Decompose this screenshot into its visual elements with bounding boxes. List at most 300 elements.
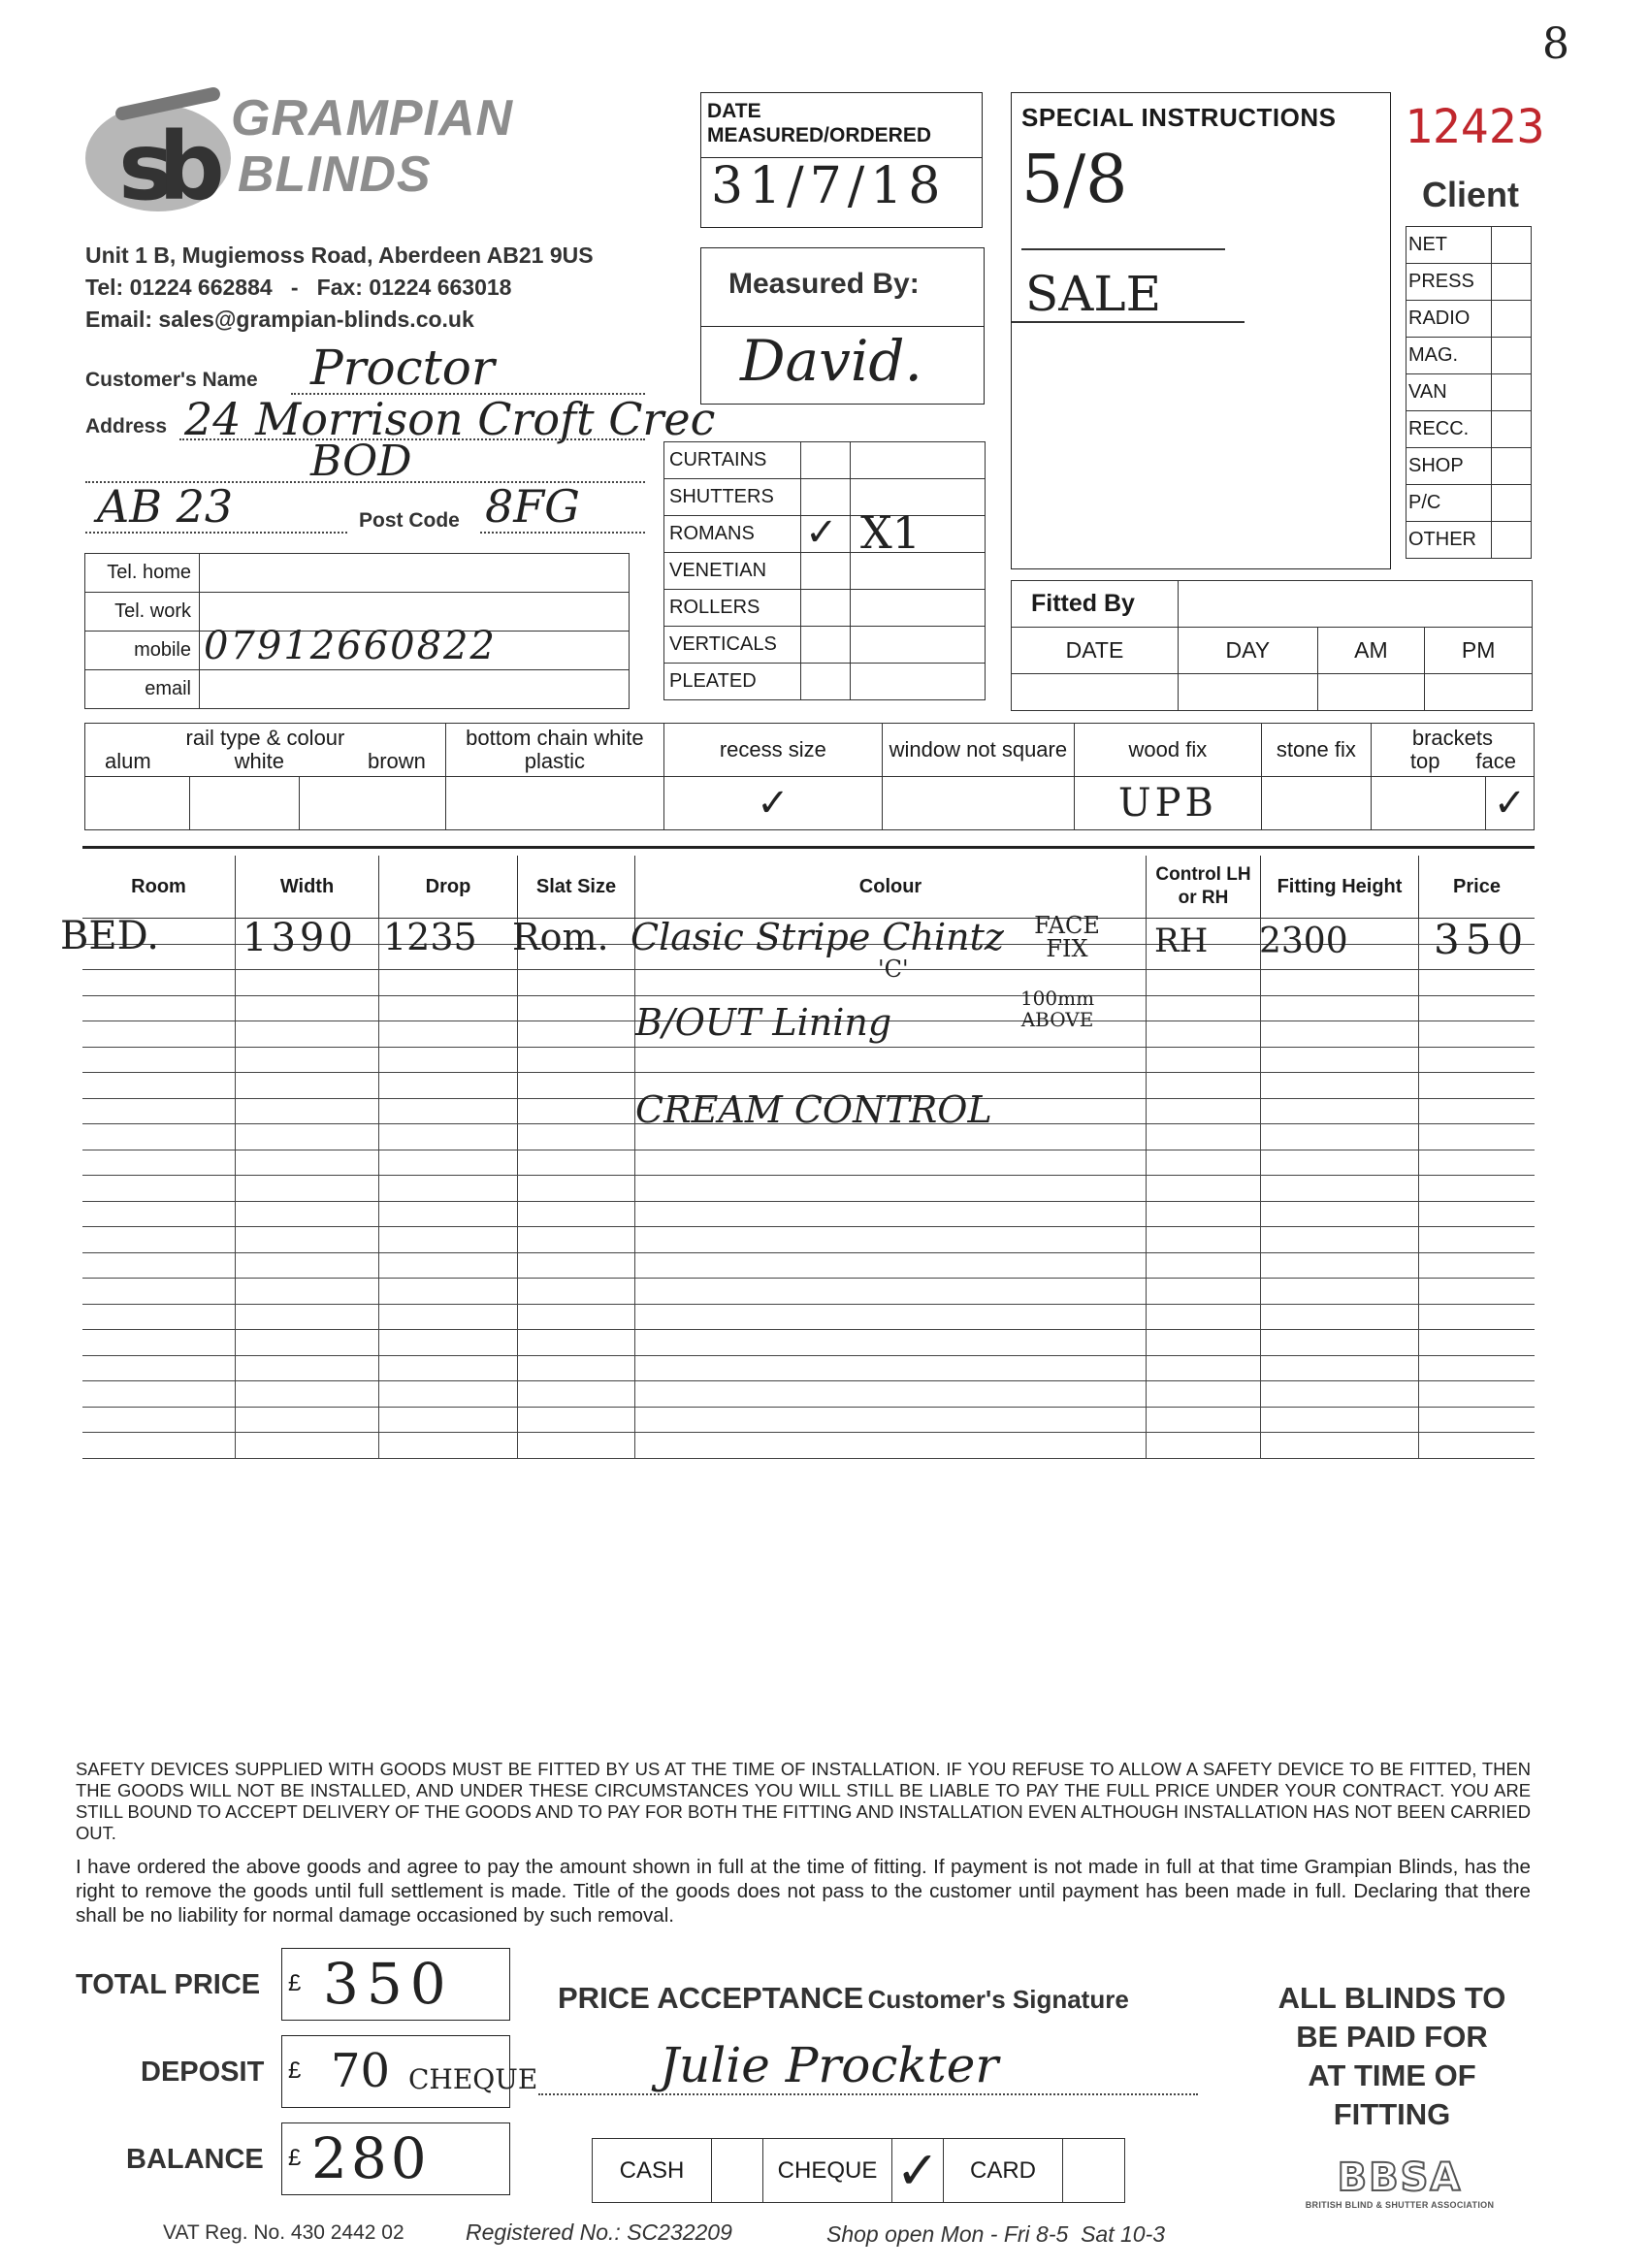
table-row: [82, 1330, 1535, 1356]
table-cell[interactable]: [236, 1176, 379, 1202]
table-cell[interactable]: [518, 1304, 635, 1330]
address-label: Address: [85, 415, 168, 437]
table-row: [82, 1304, 1535, 1330]
table-cell[interactable]: [1147, 1381, 1261, 1408]
postcode-value[interactable]: 8FG: [485, 480, 580, 533]
table-cell[interactable]: [518, 1252, 635, 1279]
table-cell[interactable]: [1419, 1047, 1536, 1073]
table-cell[interactable]: [1419, 1021, 1536, 1048]
table-cell[interactable]: [82, 1304, 236, 1330]
client-net: NET: [1406, 227, 1492, 264]
client-radio-check[interactable]: [1492, 301, 1532, 338]
payment-card-check[interactable]: [1063, 2139, 1125, 2203]
row1-fitting-height[interactable]: 2300: [1259, 922, 1348, 961]
table-cell[interactable]: [236, 1433, 379, 1459]
total-price-label: TOTAL PRICE: [76, 1969, 261, 2000]
table-cell[interactable]: [236, 1073, 379, 1099]
table-cell[interactable]: [635, 1304, 1147, 1330]
tel-home-field[interactable]: [200, 554, 630, 593]
table-cell[interactable]: [635, 1433, 1147, 1459]
row1-fix-note1: FACE FIX: [1034, 912, 1100, 962]
price-acceptance: [558, 1981, 1129, 2016]
table-cell[interactable]: [635, 1150, 1147, 1176]
table-cell[interactable]: [1261, 1252, 1419, 1279]
table-cell[interactable]: [1261, 995, 1419, 1021]
email-label: email: [85, 670, 200, 709]
table-cell[interactable]: [1419, 1124, 1536, 1150]
row1-drop[interactable]: 1235: [383, 916, 477, 958]
table-cell[interactable]: [635, 1355, 1147, 1381]
special-instructions-line2[interactable]: SALE: [1025, 266, 1162, 322]
table-cell[interactable]: [82, 1227, 236, 1253]
brackets-face-field[interactable]: ✓: [1485, 777, 1534, 830]
table-cell[interactable]: [379, 1073, 518, 1099]
fitted-by-table: [1011, 580, 1533, 711]
rail-brown-field[interactable]: [300, 777, 446, 830]
table-cell[interactable]: [1147, 1098, 1261, 1124]
table-cell[interactable]: [82, 1098, 236, 1124]
type-rollers: ROLLERS: [664, 590, 801, 627]
table-cell[interactable]: [379, 1433, 518, 1459]
table-cell[interactable]: [635, 1201, 1147, 1227]
table-cell[interactable]: [82, 1279, 236, 1305]
table-cell[interactable]: [635, 1279, 1147, 1305]
window-not-square-field[interactable]: [882, 777, 1074, 830]
table-cell[interactable]: [236, 1355, 379, 1381]
table-cell[interactable]: [1261, 1098, 1419, 1124]
balance-currency: £: [288, 2145, 302, 2171]
brackets-top-field[interactable]: [1371, 777, 1485, 830]
table-cell[interactable]: [1419, 1355, 1536, 1381]
recess-size-label: recess size: [663, 724, 882, 777]
type-romans: ROMANS: [664, 516, 801, 553]
date-label: DATE MEASURED/ORDERED: [707, 100, 932, 146]
client-van-check[interactable]: [1492, 374, 1532, 411]
table-cell[interactable]: [82, 1201, 236, 1227]
fitted-day-label: DAY: [1179, 628, 1318, 674]
measured-by-value[interactable]: David.: [740, 328, 922, 394]
table-row: [82, 1176, 1535, 1202]
table-cell[interactable]: [236, 1304, 379, 1330]
fitted-pm-field[interactable]: [1425, 674, 1533, 711]
table-cell[interactable]: [518, 1124, 635, 1150]
deposit-note: CHEQUE: [408, 2063, 538, 2095]
table-cell[interactable]: [379, 1124, 518, 1150]
notice-line1: ALL BLINDS TO: [1277, 1981, 1506, 2015]
table-cell[interactable]: [1419, 1150, 1536, 1176]
rail-type-label: rail type & colour: [185, 726, 345, 750]
table-cell[interactable]: [1261, 1279, 1419, 1305]
special-instructions-line1[interactable]: 5/8: [1021, 142, 1128, 218]
table-row: [82, 1355, 1535, 1381]
table-cell[interactable]: [1261, 1073, 1419, 1099]
table-cell[interactable]: [635, 1407, 1147, 1433]
company-address: Unit 1 B, Mugiemoss Road, Aberdeen AB21 9US: [85, 243, 594, 268]
client-other-check[interactable]: [1492, 522, 1532, 559]
table-cell[interactable]: [82, 1407, 236, 1433]
table-cell[interactable]: [1419, 1304, 1536, 1330]
table-cell[interactable]: [82, 1021, 236, 1048]
rail-brown-label: brown: [367, 749, 426, 773]
table-cell[interactable]: [1261, 1201, 1419, 1227]
client-shop-check[interactable]: [1492, 448, 1532, 485]
table-cell[interactable]: [635, 1330, 1147, 1356]
fitted-am-field[interactable]: [1317, 674, 1425, 711]
table-cell[interactable]: [236, 1279, 379, 1305]
table-row: [82, 1047, 1535, 1073]
order-number: 12423: [1405, 100, 1545, 154]
table-cell[interactable]: [1147, 1407, 1261, 1433]
deposit-currency: £: [288, 2057, 302, 2084]
table-cell[interactable]: [236, 1124, 379, 1150]
table-cell[interactable]: [236, 970, 379, 996]
table-cell[interactable]: [236, 1381, 379, 1408]
date-box: [700, 92, 983, 228]
table-cell[interactable]: [1419, 1073, 1536, 1099]
payment-card-label: CARD: [944, 2139, 1063, 2203]
type-verticals-qty[interactable]: [851, 627, 986, 664]
special-instructions-box: [1011, 92, 1391, 569]
signature-label: Customer's Signature: [867, 1985, 1129, 2014]
email-field[interactable]: [200, 670, 630, 709]
table-row: [82, 1252, 1535, 1279]
table-cell[interactable]: [1419, 1252, 1536, 1279]
safety-text: SAFETY DEVICES SUPPLIED WITH GOODS MUST BE FITTED BY US AT THE TIME OF INSTALLATION. IF YOU REFUSE TO ALLOW A SAFETY DEVICE TO BE FITTED, THEN THE GOODS WILL NOT BE INSTALLED, AND UNDER THESE CIRCUMSTANCES YOU WILL STILL BE LIABLE TO PAY THE FULL PRICE UNDER YOUR CONTRACT. YOU ARE STILL BOUND TO ACCEPT DELIVERY OF THE GOODS AND TO PAY FOR BOTH THE FITTING AND INSTALLATION EVEN ALTHOUGH INSTALLATION HAS NOT BEEN CARRIED OUT.: [76, 1759, 1531, 1843]
table-cell[interactable]: [379, 1304, 518, 1330]
spec-table: [84, 723, 1535, 830]
table-cell[interactable]: [518, 1279, 635, 1305]
table-cell[interactable]: [1261, 1381, 1419, 1408]
table-row: [82, 1407, 1535, 1433]
table-cell[interactable]: [82, 1355, 236, 1381]
table-cell[interactable]: [518, 1330, 635, 1356]
romans-qty-value: X1: [860, 506, 922, 559]
client-radio: RADIO: [1406, 301, 1492, 338]
type-pleated-check[interactable]: [801, 664, 851, 700]
table-cell[interactable]: [1147, 1124, 1261, 1150]
table-cell[interactable]: [236, 1098, 379, 1124]
table-cell[interactable]: [1261, 1304, 1419, 1330]
col-slat-size: Slat Size: [518, 856, 635, 919]
balance-value: 280: [311, 2125, 431, 2191]
date-value[interactable]: 31/7/18: [711, 157, 947, 215]
table-cell[interactable]: [1419, 1201, 1536, 1227]
client-recc: RECC.: [1406, 411, 1492, 448]
table-cell[interactable]: [518, 970, 635, 996]
table-cell[interactable]: [1419, 1227, 1536, 1253]
table-cell[interactable]: [379, 1021, 518, 1048]
table-cell[interactable]: [1261, 1227, 1419, 1253]
table-row: [82, 970, 1535, 996]
recess-size-field[interactable]: ✓: [663, 777, 882, 830]
price-acceptance-label: PRICE ACCEPTANCE: [558, 1981, 864, 2015]
table-cell[interactable]: [1419, 1433, 1536, 1459]
brackets-label: brackets: [1411, 726, 1494, 750]
table-cell[interactable]: [379, 1279, 518, 1305]
agreement-text: I have ordered the above goods and agree to pay the amount shown in full at the time of fitting. If payment is not made in full at that time Grampian Blinds, has the right to remove the goods until full settlement is made. Title of the goods does not pass to the customer until payment has been made in full. Declaring that there shall be no liability for normal damage occasioned by such removal.: [76, 1856, 1531, 1927]
table-cell[interactable]: [82, 1073, 236, 1099]
table-cell[interactable]: [1261, 1176, 1419, 1202]
table-cell[interactable]: [1147, 1252, 1261, 1279]
type-romans-check[interactable]: [801, 510, 851, 555]
fitted-by-field[interactable]: [1179, 581, 1533, 628]
table-cell[interactable]: [236, 1227, 379, 1253]
col-width: Width: [236, 856, 379, 919]
address-line3[interactable]: AB 23: [97, 480, 234, 533]
bottom-chain-field[interactable]: [445, 777, 663, 830]
table-row: [82, 1433, 1535, 1459]
client-recc-check[interactable]: [1492, 411, 1532, 448]
table-cell[interactable]: [236, 1150, 379, 1176]
rail-alum-field[interactable]: [85, 777, 190, 830]
fitted-date-field[interactable]: [1012, 674, 1179, 711]
col-room: Room: [82, 856, 236, 919]
table-cell[interactable]: [82, 1176, 236, 1202]
type-rollers-check[interactable]: [801, 590, 851, 627]
rail-white-label: white: [234, 749, 284, 773]
fitted-day-field[interactable]: [1179, 674, 1318, 711]
col-control: Control LH or RH: [1147, 856, 1261, 919]
stone-fix-field[interactable]: [1261, 777, 1371, 830]
row1-fix-note2: 100mm ABOVE: [1019, 987, 1095, 1031]
table-cell[interactable]: [1147, 1047, 1261, 1073]
type-curtains-check[interactable]: [801, 442, 851, 479]
client-shop: SHOP: [1406, 448, 1492, 485]
table-cell[interactable]: [518, 1433, 635, 1459]
notice-line2: BE PAID FOR: [1296, 2020, 1488, 2054]
table-cell[interactable]: [379, 1047, 518, 1073]
table-cell[interactable]: [518, 1150, 635, 1176]
table-row: [82, 1381, 1535, 1408]
table-cell[interactable]: [1147, 1433, 1261, 1459]
table-cell[interactable]: [1419, 1176, 1536, 1202]
row1-room[interactable]: BED.: [60, 914, 159, 958]
table-cell[interactable]: [379, 1407, 518, 1433]
table-cell[interactable]: [1261, 1330, 1419, 1356]
client-van: VAN: [1406, 374, 1492, 411]
table-cell[interactable]: [1147, 1073, 1261, 1099]
mobile-value: 07912660822: [204, 624, 497, 668]
table-cell[interactable]: [518, 1227, 635, 1253]
measured-by-label: Measured By:: [728, 268, 920, 300]
type-shutters: SHUTTERS: [664, 479, 801, 516]
table-cell[interactable]: [82, 1433, 236, 1459]
table-row: [82, 1227, 1535, 1253]
address-line1[interactable]: 24 Morrison Croft Crec: [184, 393, 716, 445]
table-row: [82, 1150, 1535, 1176]
fitted-am-label: AM: [1317, 628, 1425, 674]
table-cell[interactable]: [379, 1355, 518, 1381]
table-cell[interactable]: [518, 1201, 635, 1227]
deposit-box[interactable]: [281, 2035, 538, 2108]
logo-letters: sb: [118, 113, 210, 221]
table-cell[interactable]: [1147, 970, 1261, 996]
table-cell[interactable]: [1261, 1150, 1419, 1176]
row1-colour-line3[interactable]: CREAM CONTROL: [635, 1088, 992, 1131]
type-curtains: CURTAINS: [664, 442, 801, 479]
table-cell[interactable]: [1147, 1021, 1261, 1048]
table-cell[interactable]: [379, 995, 518, 1021]
type-venetian-check[interactable]: [801, 553, 851, 590]
table-cell[interactable]: [1147, 1176, 1261, 1202]
payment-notice: [1251, 1979, 1533, 2134]
rail-white-field[interactable]: [190, 777, 300, 830]
table-cell[interactable]: [635, 1252, 1147, 1279]
table-cell[interactable]: [82, 1330, 236, 1356]
bbsa-logo: [1278, 2155, 1521, 2210]
table-cell[interactable]: [518, 1098, 635, 1124]
type-pleated-qty[interactable]: [851, 664, 986, 700]
row1-control[interactable]: RH: [1154, 922, 1209, 960]
table-row: [82, 1279, 1535, 1305]
table-cell[interactable]: [236, 1330, 379, 1356]
mobile-field[interactable]: [200, 624, 630, 670]
table-cell[interactable]: [379, 1150, 518, 1176]
table-cell[interactable]: [236, 1047, 379, 1073]
stone-fix-label: stone fix: [1261, 724, 1371, 777]
type-romans-qty[interactable]: [851, 506, 986, 559]
balance-box[interactable]: [281, 2122, 510, 2195]
row1-price[interactable]: 350: [1434, 916, 1530, 963]
table-cell[interactable]: [236, 1201, 379, 1227]
window-not-square-label: window not square: [882, 724, 1074, 777]
type-verticals-check[interactable]: [801, 627, 851, 664]
table-cell[interactable]: [379, 1098, 518, 1124]
postcode-label: Post Code: [359, 509, 460, 532]
table-cell[interactable]: [379, 1252, 518, 1279]
table-cell[interactable]: [1147, 1355, 1261, 1381]
customer-signature[interactable]: Julie Prockter: [660, 2037, 999, 2093]
client-pc: P/C: [1406, 485, 1492, 522]
client-press-check[interactable]: [1492, 264, 1532, 301]
table-cell[interactable]: [82, 1047, 236, 1073]
table-cell[interactable]: [82, 1124, 236, 1150]
client-mag-check[interactable]: [1492, 338, 1532, 374]
row1-colour-line1[interactable]: Clasic Stripe Chintz: [630, 916, 1004, 958]
table-cell[interactable]: [1419, 1098, 1536, 1124]
table-cell[interactable]: [635, 1227, 1147, 1253]
table-cell[interactable]: [82, 995, 236, 1021]
table-cell[interactable]: [1261, 1047, 1419, 1073]
payment-cash-label: CASH: [593, 2139, 712, 2203]
table-cell[interactable]: [1419, 1407, 1536, 1433]
client-mag: MAG.: [1406, 338, 1492, 374]
table-cell[interactable]: [518, 1407, 635, 1433]
wood-fix-field[interactable]: UPB: [1074, 777, 1261, 830]
bbsa-tagline: BRITISH BLIND & SHUTTER ASSOCIATION: [1305, 2200, 1495, 2210]
tel-work-label: Tel. work: [85, 593, 200, 632]
table-cell[interactable]: [518, 1073, 635, 1099]
table-cell[interactable]: [1419, 1330, 1536, 1356]
type-rollers-qty[interactable]: [851, 590, 986, 627]
fitted-by-label: Fitted By: [1012, 581, 1179, 628]
type-pleated: PLEATED: [664, 664, 801, 700]
table-cell[interactable]: [82, 1150, 236, 1176]
table-cell[interactable]: [379, 1330, 518, 1356]
table-cell[interactable]: [518, 1021, 635, 1048]
payment-cash-check[interactable]: [712, 2139, 763, 2203]
table-cell[interactable]: [1147, 1201, 1261, 1227]
table-cell[interactable]: [518, 995, 635, 1021]
table-cell[interactable]: [635, 1176, 1147, 1202]
type-verticals: VERTICALS: [664, 627, 801, 664]
table-cell[interactable]: [82, 1252, 236, 1279]
table-cell[interactable]: [236, 1021, 379, 1048]
table-cell[interactable]: [379, 1227, 518, 1253]
address-line2[interactable]: BOD: [310, 437, 412, 486]
table-cell[interactable]: [1419, 970, 1536, 996]
table-cell[interactable]: [82, 970, 236, 996]
table-cell[interactable]: [635, 1381, 1147, 1408]
table-cell[interactable]: [518, 1176, 635, 1202]
bottom-chain-label: bottom chain white plastic: [445, 724, 663, 777]
mobile-label: mobile: [85, 632, 200, 670]
table-cell[interactable]: [1419, 995, 1536, 1021]
brackets-face-label: face: [1475, 749, 1516, 773]
page-number: 8: [1542, 19, 1569, 69]
measured-by-box: [700, 247, 985, 405]
wood-fix-label: wood fix: [1074, 724, 1261, 777]
table-cell[interactable]: [1261, 1355, 1419, 1381]
table-cell[interactable]: [1261, 1407, 1419, 1433]
client-net-check[interactable]: [1492, 227, 1532, 264]
row1-width[interactable]: 1390: [242, 916, 357, 960]
table-cell[interactable]: [236, 1407, 379, 1433]
table-cell[interactable]: [1147, 1279, 1261, 1305]
brackets-top-label: top: [1409, 749, 1440, 773]
table-cell[interactable]: [1147, 1150, 1261, 1176]
company-email: Email: sales@grampian-blinds.co.uk: [85, 307, 474, 332]
table-cell[interactable]: [236, 995, 379, 1021]
table-cell[interactable]: [518, 1355, 635, 1381]
type-curtains-qty[interactable]: [851, 442, 986, 479]
table-cell[interactable]: [518, 1381, 635, 1408]
table-cell[interactable]: [379, 970, 518, 996]
table-cell[interactable]: [1261, 970, 1419, 996]
rail-alum-label: alum: [105, 749, 151, 773]
deposit-label: DEPOSIT: [141, 2057, 265, 2088]
row1-slat[interactable]: Rom.: [512, 916, 609, 958]
table-cell[interactable]: [1147, 1304, 1261, 1330]
client-pc-check[interactable]: [1492, 485, 1532, 522]
table-cell[interactable]: [82, 1381, 236, 1408]
row1-colour-line2[interactable]: B/OUT Lining: [635, 1001, 892, 1044]
phone-table: [84, 553, 630, 709]
type-venetian: VENETIAN: [664, 553, 801, 590]
table-cell[interactable]: [1261, 1021, 1419, 1048]
table-cell[interactable]: [635, 1047, 1147, 1073]
table-cell[interactable]: [236, 1252, 379, 1279]
table-cell[interactable]: [1147, 1227, 1261, 1253]
table-cell[interactable]: [1419, 1279, 1536, 1305]
total-price-box[interactable]: [281, 1948, 510, 2021]
table-cell[interactable]: [379, 1381, 518, 1408]
table-cell[interactable]: [1419, 1381, 1536, 1408]
registered-number: Registered No.: SC232209: [466, 2219, 732, 2245]
table-cell[interactable]: [1147, 995, 1261, 1021]
table-cell[interactable]: [379, 1201, 518, 1227]
table-cell[interactable]: [1261, 1433, 1419, 1459]
client-label: Client: [1422, 175, 1520, 214]
customer-name[interactable]: Proctor: [310, 340, 495, 396]
fitted-pm-label: PM: [1425, 628, 1533, 674]
table-cell[interactable]: [379, 1176, 518, 1202]
table-cell[interactable]: [1147, 1330, 1261, 1356]
table-cell[interactable]: [1261, 1124, 1419, 1150]
payment-cheque-check[interactable]: ✓: [892, 2139, 944, 2203]
table-cell[interactable]: [518, 1047, 635, 1073]
col-drop: Drop: [379, 856, 518, 919]
